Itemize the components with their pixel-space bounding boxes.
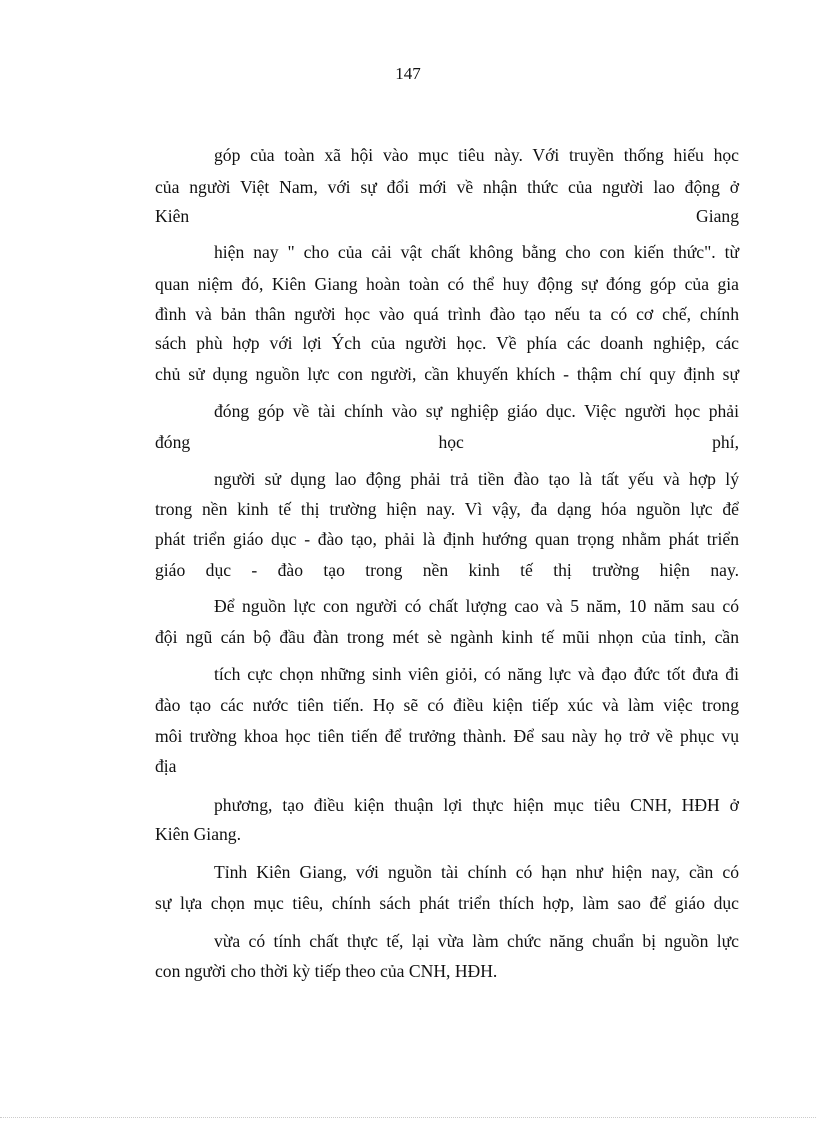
text-line: đào tạo các nước tiên tiến. Họ sẽ có điều kiện tiếp xúc và làm việc trong bbox=[155, 695, 739, 715]
text-line: Để nguồn lực con người có chất lượng cao và 5 năm, 10 năm sau có bbox=[214, 596, 739, 616]
text-line: Kiên Giang bbox=[155, 206, 739, 226]
text-line: góp của toàn xã hội vào mục tiêu này. Với truyền thống hiếu học bbox=[214, 145, 739, 165]
text-line: vừa có tính chất thực tế, lại vừa làm chức năng chuẩn bị nguồn lực bbox=[214, 931, 739, 951]
text-line: đội ngũ cán bộ đầu đàn trong mét sè ngành kinh tế mũi nhọn của tỉnh, cần bbox=[155, 627, 739, 647]
footer-dotted-rule bbox=[0, 1117, 816, 1118]
text-line: sự lựa chọn mục tiêu, chính sách phát triển thích hợp, làm sao để giáo dục bbox=[155, 893, 739, 913]
text-line: Kiên Giang. bbox=[155, 824, 241, 844]
text-line: tích cực chọn những sinh viên giỏi, có năng lực và đạo đức tốt đưa đi bbox=[214, 664, 739, 684]
text-line: phương, tạo điều kiện thuận lợi thực hiện mục tiêu CNH, HĐH ở bbox=[214, 795, 739, 815]
text-line: giáo dục - đào tạo trong nền kinh tế thị trường hiện nay. bbox=[155, 560, 739, 580]
text-line: Tỉnh Kiên Giang, với nguồn tài chính có hạn như hiện nay, cần có bbox=[214, 862, 739, 882]
text-line: phát triển giáo dục - đào tạo, phải là định hướng quan trọng nhằm phát triển bbox=[155, 529, 739, 549]
text-line: đình và bản thân người học vào quá trình đào tạo nếu ta có cơ chế, chính bbox=[155, 304, 739, 324]
text-line: hiện nay " cho của cải vật chất không bằng cho con kiến thức". từ bbox=[214, 242, 739, 262]
text-line: môi trường khoa học tiên tiến để trưởng thành. Để sau này họ trở về phục vụ bbox=[155, 726, 739, 746]
text-line: trong nền kinh tế thị trường hiện nay. Vì vậy, đa dạng hóa nguồn lực để bbox=[155, 499, 739, 519]
text-line: sách phù hợp với lợi Ých của người học. Về phía các doanh nghiệp, các bbox=[155, 333, 739, 353]
text-line: của người Việt Nam, với sự đổi mới về nhận thức của người lao động ở bbox=[155, 177, 739, 197]
text-line: chủ sử dụng nguồn lực con người, cần khuyến khích - thậm chí quy định sự bbox=[155, 364, 739, 384]
text-line: quan niệm đó, Kiên Giang hoàn toàn có thể huy động sự đóng góp của gia bbox=[155, 274, 739, 294]
text-line: đóng góp về tài chính vào sự nghiệp giáo dục. Việc người học phải bbox=[214, 401, 739, 421]
page-number: 147 bbox=[395, 64, 421, 83]
text-line: người sử dụng lao động phải trả tiền đào tạo là tất yếu và hợp lý bbox=[214, 469, 739, 489]
text-line: con người cho thời kỳ tiếp theo của CNH, HĐH. bbox=[155, 961, 498, 981]
text-line: đóng học phí, bbox=[155, 432, 739, 452]
text-line: địa bbox=[155, 756, 177, 776]
